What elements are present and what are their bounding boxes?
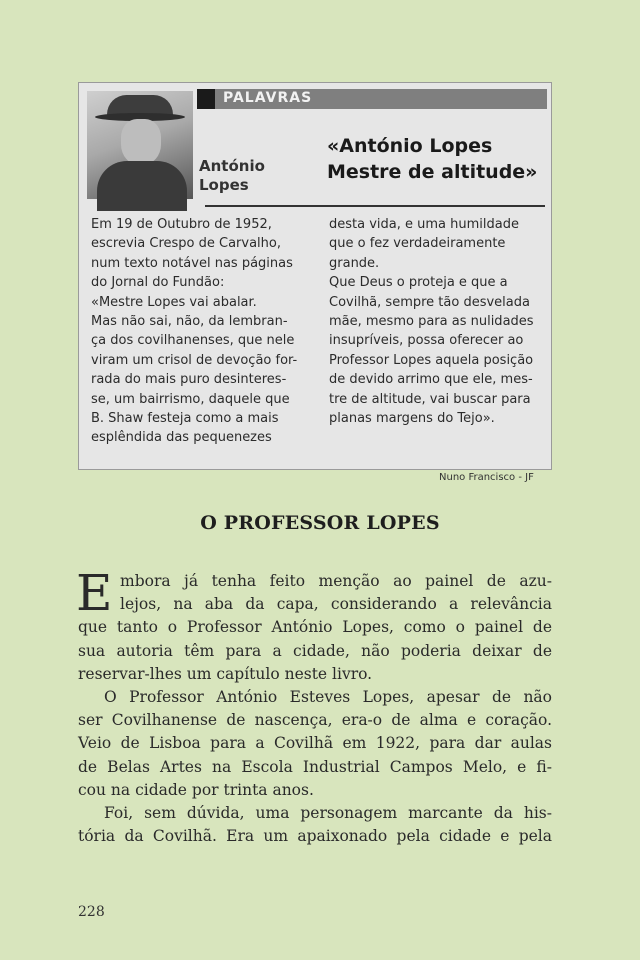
paragraph-line: ser Covilhanense de nascença, era-o de alma e coração. <box>78 711 552 730</box>
paragraph-line: de Belas Artes na Escola Industrial Campos Melo, e fi- <box>78 757 552 776</box>
paragraph-line: reservar-lhes um capítulo neste livro. <box>78 664 373 683</box>
paragraph-line: que tanto o Professor António Lopes, como o painel de <box>78 618 552 637</box>
column-line: tre de altitude, vai buscar para <box>329 391 531 407</box>
drop-cap: E <box>76 564 113 622</box>
column-line: «Mestre Lopes vai abalar. <box>91 294 257 310</box>
clipping-header-bar <box>197 89 547 109</box>
author-line: Lopes <box>199 176 249 194</box>
column-line: do Jornal do Fundão: <box>91 275 225 291</box>
column-line: grande. <box>329 255 380 271</box>
headline-line: Mestre de altitude» <box>327 161 538 183</box>
column-line: Mas não sai, não, da lembran- <box>91 314 288 330</box>
column-line: se, um bairrismo, daquele que <box>91 391 290 407</box>
column-line: esplêndida das pequenezes <box>91 430 272 446</box>
clipping-author <box>199 157 265 195</box>
section-label: PALAVRAS <box>223 90 313 106</box>
clipping-left-column <box>91 215 297 448</box>
column-line: insupríveis, possa oferecer ao <box>329 333 524 349</box>
headline-line: «António Lopes <box>327 135 493 157</box>
paragraph-line: sua autoria têm para a cidade, não poderia deixar de <box>78 641 552 660</box>
clipping-right-column <box>329 215 534 428</box>
column-line: viram um crisol de devoção for- <box>91 352 298 368</box>
column-line: Em 19 de Outubro de 1952, <box>91 217 272 232</box>
column-line: de devido arrimo que ele, mes- <box>329 372 533 388</box>
column-line: Que Deus o proteja e que a <box>329 275 508 291</box>
column-line: B. Shaw festeja como a mais <box>91 411 279 427</box>
paragraph-line: cou na cidade por trinta anos. <box>78 780 314 799</box>
column-line: Professor Lopes aquela posição <box>329 352 534 368</box>
column-line: que o fez verdadeiramente <box>329 236 506 252</box>
paragraph-line: lejos, na aba da capa, considerando a relevância <box>120 595 552 614</box>
paragraph-line: tória da Covilhã. Era um apaixonado pela cidade e pela <box>78 827 552 846</box>
column-line: Covilhã, sempre tão desvelada <box>329 294 530 310</box>
photo-credit: Nuno Francisco - JF <box>439 472 534 483</box>
author-line: António <box>199 157 265 175</box>
clipping-divider <box>205 205 545 207</box>
clipping-headline <box>327 133 537 185</box>
paragraph-line: Veio de Lisboa para a Covilhã em 1922, para dar aulas <box>78 734 552 753</box>
header-square-marker <box>197 89 215 109</box>
newspaper-clipping <box>78 82 552 470</box>
column-line: desta vida, e uma humildade <box>329 217 519 232</box>
paragraph-line: E mbora já tenha feito menção ao painel de azu- <box>76 564 552 622</box>
column-line: rada do mais puro desinteres- <box>91 372 287 388</box>
column-line: escrevia Crespo de Carvalho, <box>91 236 281 252</box>
column-line: ça dos covilhanenses, que nele <box>91 333 295 349</box>
author-portrait-photo <box>87 91 193 199</box>
page-number: 228 <box>78 904 105 920</box>
chapter-title: O PROFESSOR LOPES <box>200 512 440 534</box>
paragraph-line: Foi, sem dúvida, uma personagem marcante da his- <box>104 803 552 822</box>
column-line: num texto notável nas páginas <box>91 255 293 271</box>
body-text <box>76 564 552 848</box>
column-line: planas margens do Tejo». <box>329 411 495 427</box>
column-line: mãe, mesmo para as nulidades <box>329 314 534 330</box>
paragraph-line: O Professor António Esteves Lopes, apesar de não <box>104 687 552 706</box>
